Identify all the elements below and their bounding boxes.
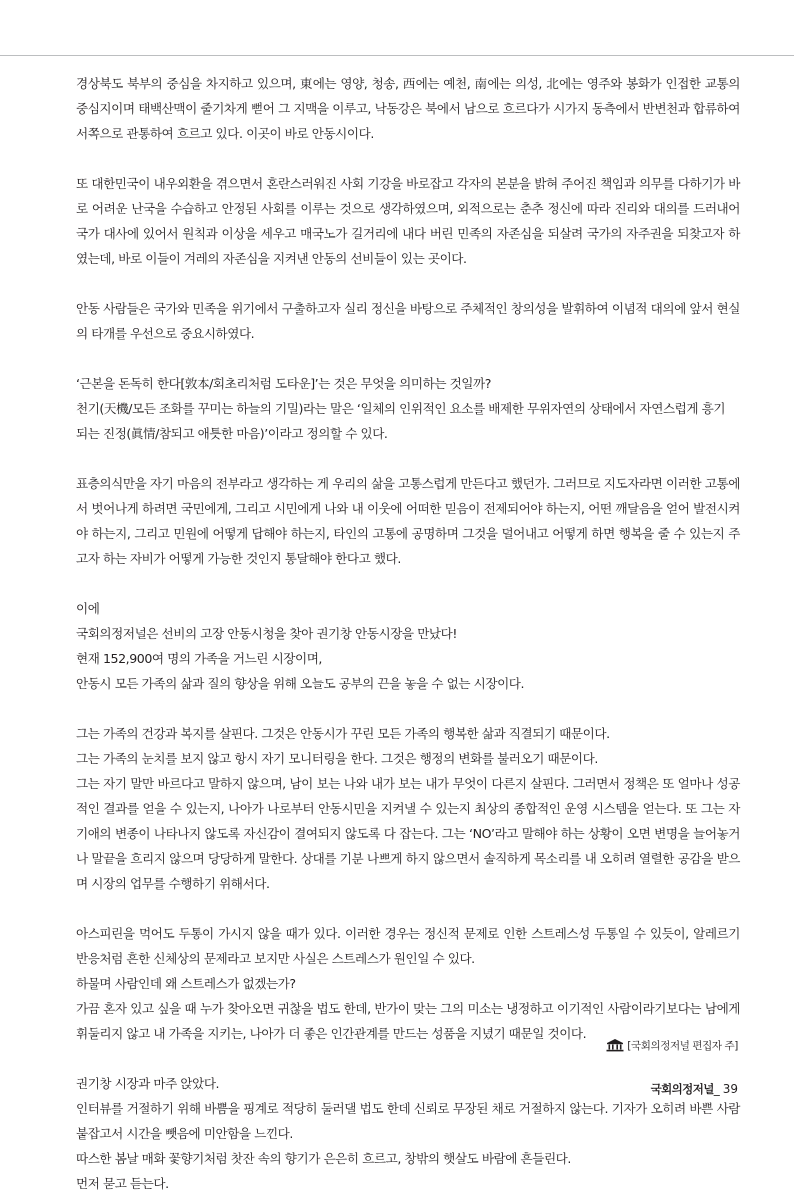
paragraph-andong-people: 안동 사람들은 국가와 민족을 위기에서 구출하고자 실리 정신을 바탕으로 주체적인 창의성을 발휘하여 이념적 대의에 앞서 현실의 타개를 우선으로 중요시하였다.	[76, 301, 740, 341]
text-line: 국회의정저널은 선비의 고장 안동시청을 찾아 권기창 안동시장을 만났다!	[76, 626, 457, 641]
paragraph-dongbon	[76, 371, 740, 446]
text-line: 따스한 봄날 매화 꽃향기처럼 찻잔 속의 향기가 은은히 흐르고, 창밖의 햇살도 바람에 흔들린다.	[76, 1151, 571, 1166]
editor-signature	[606, 1038, 738, 1053]
footer-separator: _	[713, 1082, 720, 1096]
text-line: 그는 가족의 건강과 복지를 살핀다. 그것은 안동시가 꾸린 모든 가족의 행복한 삶과 직결되기 때문이다.	[76, 726, 610, 741]
text-line: 먼저 묻고 듣는다.	[76, 1176, 169, 1191]
publication-title: 국회의정저널	[650, 1082, 714, 1096]
text-line: 안동시 모든 가족의 삶과 질의 향상을 위해 오늘도 공부의 끈을 놓을 수 없는 시장이다.	[76, 676, 525, 691]
building-icon	[606, 1039, 624, 1052]
text-line: 천기(天機/모든 조화를 꾸미는 하늘의 기밀)라는 말은 ‘일체의 인위적인 요소를 배제한 무위자연의 상태에서 자연스럽게 흥기 되는 진정(眞情/참되고 애틋한 마음)’이라고 정의할 수 있다.	[76, 401, 726, 441]
page-footer	[651, 1081, 738, 1097]
text-line: 그는 자기 말만 바르다고 말하지 않으며, 남이 보는 나와 내가 보는 내가 무엇이 다른지 살핀다. 그러면서 정책은 또 얼마나 성공적인 결과를 얻을 수 있는지, 나아가 나로부터 안동시민을 지켜낼 수 있는지 최상의 종합적인 운영 시스템을 얻는다. 또 그는 자기애의 변종이 나타나지 않도록 자신감이 결여되지 않도록 다 잡는다. 그는 ‘NO’라고 말해야 하는 상황이 오면 변명을 늘어놓거나 말끝을 흐리지 않으며 당당하게 말한다. 상대를 기분 나쁘게 하지 않으면서 솔직하게 목소리를 내 오히려 열렬한 공감을 받으며 시장의 업무를 수행하기 위해서다.	[76, 776, 740, 891]
article-body	[76, 71, 740, 1196]
paragraph-visit-intro	[76, 596, 740, 696]
top-divider	[0, 55, 794, 56]
paragraph-andong-seonbi: 또 대한민국이 내우외환을 겪으면서 혼란스러워진 사회 기강을 바로잡고 각자의 본분을 밝혀 주어진 책임과 의무를 다하기가 바로 어려운 난국을 수습하고 안정된 사회를 이루는 것으로 생각하였으며, 외적으로는 춘추 정신에 따라 진리와 대의를 드러내어 국가 대사에 있어서 원칙과 이상을 세우고 매국노가 길거리에 내다 버린 민족의 자존심을 되살려 국가의 자주권을 되찾고자 하였는데, 바로 이들이 겨레의 자존심을 지켜낸 안동의 선비들이 있는 곳이다.	[76, 176, 740, 266]
text-line: 권기창 시장과 마주 앉았다.	[76, 1076, 220, 1091]
text-line: 가끔 혼자 있고 싶을 때 누가 찾아오면 귀찮을 법도 한데, 반가이 맞는 그의 미소는 냉정하고 이기적인 사람이라기보다는 남에게 휘둘리지 않고 내 가족을 지키는, 나아가 더 좋은 인간관계를 만드는 성품을 지녔기 때문일 것이다.	[76, 1001, 740, 1041]
signature-text: [국회의정저널 편집자 주]	[627, 1040, 738, 1052]
text-line: 이에	[76, 601, 100, 616]
text-line: 현재 152,900여 명의 가족을 거느린 시장이며,	[76, 651, 322, 666]
paragraph-andong-location: 경상북도 북부의 중심을 차지하고 있으며, 東에는 영양, 청송, 西에는 예천, 南에는 의성, 北에는 영주와 봉화가 인접한 교통의 중심지이며 태백산맥이 줄기차게 뻗어 그 지맥을 이루고, 낙동강은 북에서 남으로 흐르다가 시가지 동측에서 반변천과 합류하여 서쪽으로 관통하여 흐르고 있다. 이곳이 바로 안동시이다.	[76, 76, 740, 141]
text-line: 아스피린을 먹어도 두통이 가시지 않을 때가 있다. 이러한 경우는 정신적 문제로 인한 스트레스성 두통일 수 있듯이, 알레르기 반응처럼 흔한 신체상의 문제라고 보지만 사실은 스트레스가 원인일 수 있다.	[76, 926, 740, 966]
page-number: 39	[722, 1082, 738, 1096]
paragraph-stress	[76, 921, 740, 1046]
text-line: 하물며 사람인데 왜 스트레스가 없겠는가?	[76, 976, 296, 991]
text-line: 그는 가족의 눈치를 보지 않고 항시 자기 모니터링을 한다. 그것은 행정의 변화를 불러오기 때문이다.	[76, 751, 598, 766]
paragraph-leader-suffering: 표층의식만을 자기 마음의 전부라고 생각하는 게 우리의 삶을 고통스럽게 만든다고 했던가. 그러므로 지도자라면 이러한 고통에서 벗어나게 하려면 국민에게, 그리고 시민에게 나와 내 이웃에 어떠한 믿음이 전제되어야 하는지, 어떤 깨달음을 얻어 발전시켜야 하는지, 그리고 민원에 어떻게 답해야 하는지, 타인의 고통에 공명하며 그것을 덜어내고 어떻게 하면 행복을 줄 수 있는지 주고자 하는 자비가 어떻게 가능한 것인지 통달해야 한다고 했다.	[76, 476, 740, 566]
paragraph-interview	[76, 1071, 740, 1196]
text-line: 인터뷰를 거절하기 위해 바쁨을 핑계로 적당히 둘러댈 법도 한데 신뢰로 무장된 채로 거절하지 않는다. 기자가 오히려 바쁜 사람 붙잡고서 시간을 뺏음에 미안함을 느낀다.	[76, 1101, 740, 1141]
text-line: ‘근본을 돈독히 한다[敦本/회초리처럼 도타운]’는 것은 무엇을 의미하는 것일까?	[76, 376, 491, 391]
paragraph-mayor-character	[76, 721, 740, 896]
